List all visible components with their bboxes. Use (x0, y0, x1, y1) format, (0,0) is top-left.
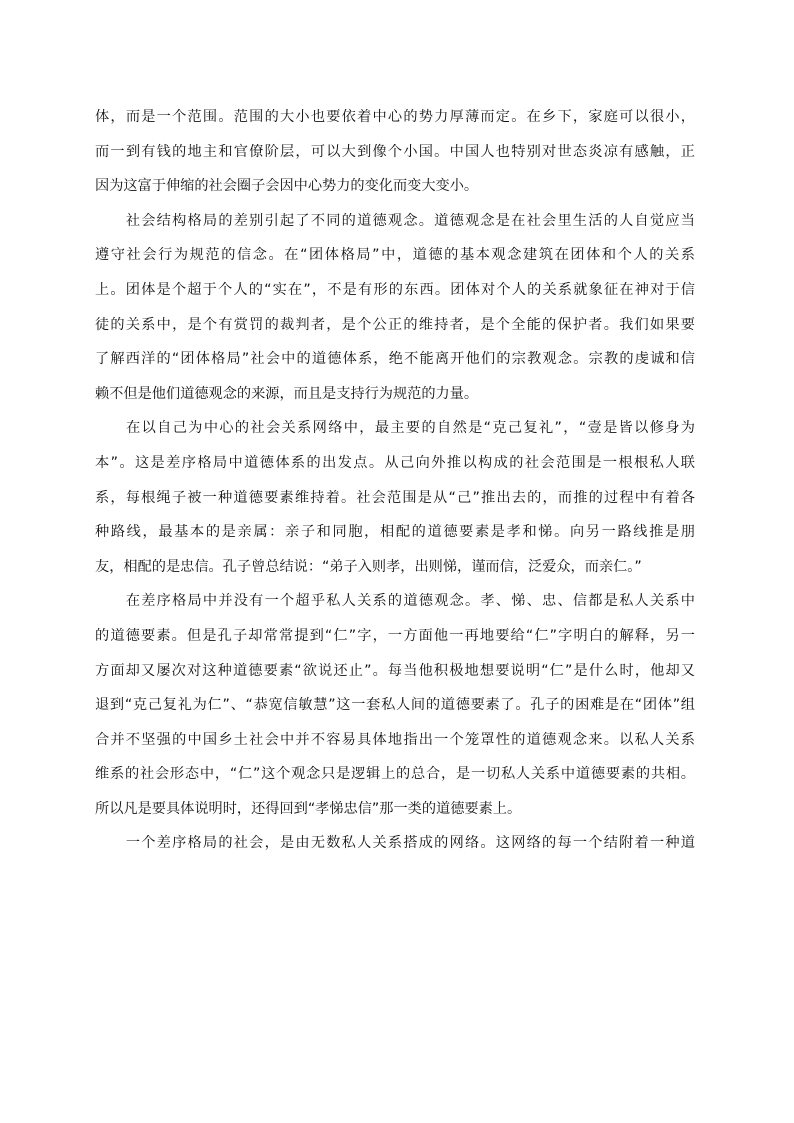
text-line: 体，而是一个范围。范围的大小也要依着中心的势力厚薄而定。在乡下，家庭可以很小， (95, 109, 695, 125)
text-line: 赖不但是他们道德观念的来源，而且是支持行为规范的力量。 (95, 385, 479, 402)
text-line: 一个差序格局的社会，是由无数私人关系搭成的网络。这网络的每一个结附着一种道 (95, 835, 695, 852)
text-line: 徒的关系中，是个有赏罚的裁判者，是个公正的维持者，是个全能的保护者。我们如果要 (95, 316, 695, 333)
text-line: 因为这富于伸缩的社会圈子会因中心势力的变化而变大变小。 (95, 178, 479, 195)
text-line: 遵守社会行为规范的信念。在“团体格局”中，道德的基本观念建筑在团体和个人的关系 (95, 247, 695, 264)
text-line: 合并不坚强的中国乡土社会中并不容易具体地指出一个笼罩性的道德观念来。以私人关系 (95, 731, 695, 748)
text-line: 的道德要素。但是孔子却常常提到“仁”字，一方面他一再地要给“仁”字明白的解释，另一 (95, 627, 695, 644)
paragraph-5 (95, 826, 695, 861)
text-line: 社会结构格局的差别引起了不同的道德观念。道德观念是在社会里生活的人自觉应当 (95, 212, 695, 229)
paragraph-2 (95, 204, 695, 412)
paragraph-1 (95, 100, 695, 204)
text-line: 维系的社会形态中，“仁”这个观念只是逻辑上的总合，是一切私人关系中道德要素的共相。 (95, 766, 695, 783)
text-line: 退到“克己复礼为仁”、“恭宽信敏慧”这一套私人间的道德要素了。孔子的困难是在“团体”组 (95, 697, 695, 714)
paragraph-3 (95, 411, 695, 584)
document-body (95, 100, 695, 861)
text-line: 本”。这是差序格局中道德体系的出发点。从己向外推以构成的社会范围是一根根私人联 (95, 454, 695, 471)
text-line: 种路线，最基本的是亲属：亲子和同胞，相配的道德要素是孝和悌。向另一路线推是朋 (95, 524, 695, 541)
text-line: 上。团体是个超于个人的“实在”，不是有形的东西。团体对个人的关系就象征在神对于信 (95, 281, 695, 298)
paragraph-4 (95, 584, 695, 826)
text-line: 在以自己为中心的社会关系网络中，最主要的自然是“克己复礼”，“壹是皆以修身为 (95, 420, 695, 437)
text-line: 系，每根绳子被一种道德要素维持着。社会范围是从“己”推出去的，而推的过程中有着各 (95, 489, 695, 506)
text-line: 方面却又屡次对这种道德要素“欲说还止”。每当他积极地想要说明“仁”是什么时，他却又 (95, 662, 695, 679)
text-line: 了解西洋的“团体格局”社会中的道德体系，绝不能离开他们的宗教观念。宗教的虔诚和信 (95, 351, 695, 368)
text-line: 所以凡是要具体说明时，还得回到“孝悌忠信”那一类的道德要素上。 (95, 800, 522, 817)
text-line: 友，相配的是忠信。孔子曾总结说：“弟子入则孝，出则悌，谨而信，泛爱众，而亲仁。” (95, 558, 642, 575)
text-line: 而一到有钱的地主和官僚阶层，可以大到像个小国。中国人也特别对世态炎凉有感触，正 (95, 143, 695, 160)
text-line: 在差序格局中并没有一个超乎私人关系的道德观念。孝、悌、忠、信都是私人关系中 (95, 593, 695, 610)
